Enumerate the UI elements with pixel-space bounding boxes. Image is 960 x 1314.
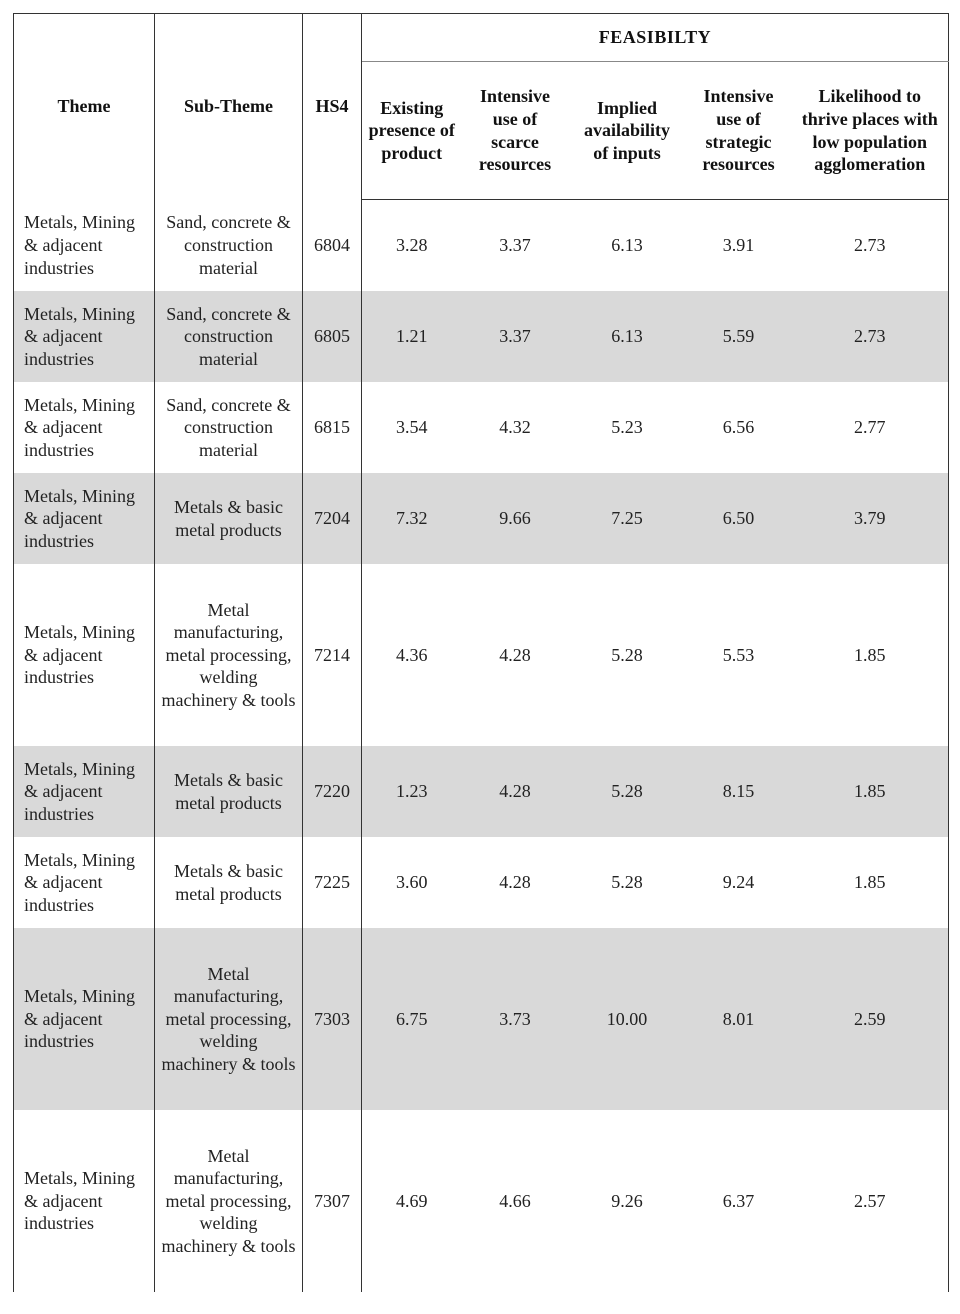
sub-theme-cell: Metal manufacturing, metal processing, welding machinery & tools [155,564,303,746]
low-population-cell: 2.73 [792,291,949,382]
scarce-resources-cell: 9.66 [462,473,569,564]
implied-inputs-cell: 6.13 [569,291,686,382]
scarce-resources-header: Intensive use of scarce resources [462,62,569,200]
low-population-cell: 1.85 [792,837,949,928]
sub-theme-header: Sub-Theme [155,14,303,200]
table-header [14,14,949,200]
implied-inputs-cell: 5.23 [611,417,643,438]
existing-presence-cell: 7.32 [362,473,462,564]
hs4-cell: 6815 [303,382,362,473]
strategic-resources-header: Intensive use of strategic resources [686,62,792,200]
theme-header: Theme [14,14,155,200]
hs4-cell: 7204 [303,473,362,564]
implied-inputs-header: Implied availability of inputs [569,62,686,200]
table-row [14,200,949,292]
strategic-resources-cell: 8.01 [686,928,792,1110]
sub-theme-cell: Sand, concrete & construction material [155,200,303,292]
table-row [14,928,949,1110]
sub-theme-cell: Sand, concrete & construction material [155,291,303,382]
table-row [14,837,949,928]
strategic-resources-cell: 6.37 [722,1190,755,1211]
table-body [14,200,949,1293]
low-population-cell: 2.59 [792,928,949,1110]
theme-cell: Metals, Mining & adjacent industries [14,291,155,382]
strategic-resources-cell: 6.56 [722,417,755,438]
sub-theme-cell: Metal manufacturing, metal processing, welding machinery & tools [155,928,303,1110]
scarce-resources-cell: 3.73 [462,928,569,1110]
scarce-resources-cell: 4.28 [462,746,569,837]
implied-inputs-cell: 9.26 [611,1190,643,1211]
existing-presence-cell: 3.54 [396,417,428,438]
low-population-cell: 2.57 [792,1110,949,1292]
scarce-resources-cell: 4.28 [499,644,531,665]
theme-cell: Metals, Mining & adjacent industries [14,746,155,837]
hs4-cell: 6805 [303,291,362,382]
hs4-cell: 7220 [303,746,362,837]
scarce-resources-cell: 4.32 [499,417,531,438]
table-row [14,746,949,837]
scarce-resources-cell: 4.66 [499,1190,531,1211]
table-row [14,564,949,746]
table-row [14,382,949,473]
scarce-resources-cell: 3.37 [462,291,569,382]
theme-cell: Metals, Mining & adjacent industries [14,928,155,1110]
strategic-resources-cell: 9.24 [722,872,755,893]
implied-inputs-cell: 5.28 [611,872,643,893]
existing-presence-cell: 6.75 [362,928,462,1110]
implied-inputs-cell: 10.00 [569,928,686,1110]
implied-inputs-cell: 5.28 [611,644,643,665]
table-row [14,291,949,382]
hs4-cell: 7303 [303,928,362,1110]
hs4-cell: 6804 [303,200,362,292]
theme-cell: Metals, Mining & adjacent industries [14,1110,155,1292]
hs4-cell: 7225 [303,837,362,928]
sub-theme-cell: Metals & basic metal products [155,746,303,837]
strategic-resources-cell: 5.53 [722,644,755,665]
feasibility-group-header: FEASIBILTY [362,14,949,62]
hs4-cell: 7214 [303,564,362,746]
low-population-cell: 1.85 [792,746,949,837]
implied-inputs-cell: 7.25 [569,473,686,564]
feasibility-table [13,13,949,1292]
theme-cell: Metals, Mining & adjacent industries [14,564,155,746]
low-population-cell: 1.85 [792,564,949,746]
hs4-header: HS4 [303,14,362,200]
existing-presence-cell: 3.28 [396,235,428,256]
theme-cell: Metals, Mining & adjacent industries [14,473,155,564]
sub-theme-cell: Metals & basic metal products [155,473,303,564]
existing-presence-cell: 3.60 [396,872,428,893]
existing-presence-cell: 1.21 [362,291,462,382]
strategic-resources-cell: 8.15 [686,746,792,837]
low-population-cell: 2.73 [792,200,949,292]
implied-inputs-cell: 5.28 [569,746,686,837]
theme-cell: Metals, Mining & adjacent industries [14,200,155,292]
low-population-cell: 2.77 [792,382,949,473]
low-population-cell: 3.79 [792,473,949,564]
strategic-resources-cell: 3.91 [722,235,755,256]
sub-theme-cell: Sand, concrete & construction material [155,382,303,473]
strategic-resources-cell: 6.50 [686,473,792,564]
existing-presence-cell: 4.36 [396,644,428,665]
existing-presence-cell: 1.23 [362,746,462,837]
sub-theme-cell: Metals & basic metal products [155,837,303,928]
table-row [14,1110,949,1292]
existing-presence-header: Existing presence of product [362,62,462,200]
scarce-resources-cell: 3.37 [499,235,531,256]
scarce-resources-cell: 4.28 [499,872,531,893]
theme-cell: Metals, Mining & adjacent industries [14,837,155,928]
sub-theme-cell: Metal manufacturing, metal processing, welding machinery & tools [155,1110,303,1292]
existing-presence-cell: 4.69 [396,1190,428,1211]
theme-cell: Metals, Mining & adjacent industries [14,382,155,473]
implied-inputs-cell: 6.13 [611,235,643,256]
low-population-header: Likelihood to thrive places with low population agglomeration [792,62,949,200]
hs4-cell: 7307 [303,1110,362,1292]
table-row [14,473,949,564]
strategic-resources-cell: 5.59 [686,291,792,382]
